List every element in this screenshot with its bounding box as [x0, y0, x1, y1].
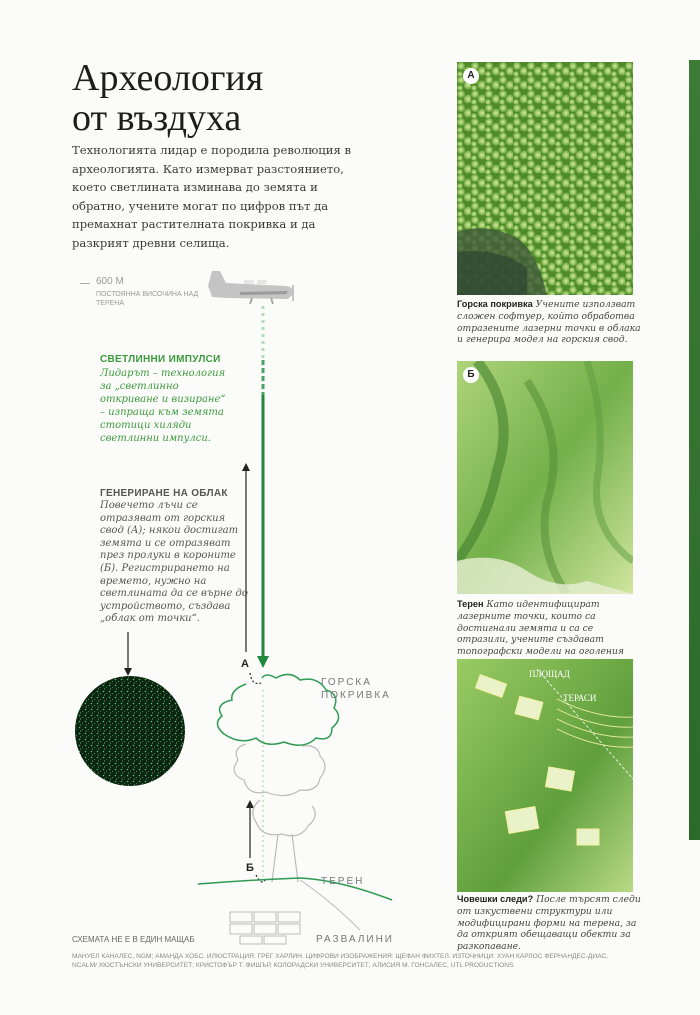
cloud-title: ГЕНЕРИРАНЕ НА ОБЛАК — [100, 488, 228, 499]
canopy-outline — [198, 674, 392, 930]
panel-a-image — [457, 62, 633, 295]
altitude-value: 600 М — [96, 276, 124, 287]
canopy-label: ГОРСКА ПОКРИВКА — [321, 677, 391, 701]
laser-beam — [257, 306, 269, 880]
pulses-title: СВЕТЛИННИ ИМПУЛСИ — [100, 354, 221, 365]
title-line-2: от въздуха — [72, 97, 242, 139]
panel-b-image — [457, 361, 633, 594]
credits: МАНУЕЛ КАНАЛЕС, NGM; АМАНДА ХОБС. ИЛЮСТРАЦИЯ: ГРЕГ ХАРЛИН. ЦИФРОВИ ИЗОБРАЖЕНИЯ: ЩЕФАН ФИХТЕЛ. ИЗТОЧНИЦИ: ХУАН КАРЛОС ФЕРНАНДЕС-ДИАС, NCALM/ ХЮСТЪНСКИ УНИВЕРСИТЕТ; КРИСТОФЪР Т. ФИШЪР, КОЛОРАДСКИ УНИВЕРСИТЕТ; АЛИСИЯ М. ГОНСАЛЕС, UTL PRODUCTIONS — [72, 953, 608, 969]
map-label-terraces: ТЕРАСИ — [563, 693, 597, 703]
scale-note: СХЕМАТА НЕ Е В ЕДИН МАЩАБ — [72, 935, 195, 944]
cloud-arrow — [124, 632, 132, 676]
map-label-plaza: ПЛОЩАД — [529, 669, 570, 679]
intro-text: Технологията лидар е породила революция в археологията. Като измерват разстоянието, което светлината изминава до земята и обратно, учените могат по цифров път да премахнат растителната покривка и да разкрият древни селища. — [72, 143, 352, 250]
airplane-icon — [208, 271, 294, 304]
panel-c-caption — [457, 894, 643, 953]
panel-a-caption — [457, 299, 643, 346]
panel-c-image — [457, 659, 633, 892]
point-b-label: Б — [246, 862, 254, 874]
title-line-1: Археология — [72, 57, 264, 99]
panel-c-caption-title: Човешки следи? — [457, 894, 534, 904]
altitude-description: ПОСТОЯННА ВИСОЧИНА НАД ТЕРЕНА — [96, 291, 199, 307]
panel-b-badge: Б — [463, 367, 479, 383]
human-traces-image — [457, 659, 633, 892]
point-cloud-circle — [75, 676, 185, 786]
panel-a-caption-text: Учените използват сложен софтуер, който обработва отразените лазерни точки в облака и генерира модел на горския свод. — [457, 299, 641, 346]
point-a-label: А — [241, 658, 249, 670]
panel-c-caption-text: После търсят следи от изкуствени структури или модифицирани форми на терена, за да открият обещаващи обекти за разкопаване. — [457, 894, 641, 953]
panel-b-caption-text: Като идентифицират лазерните точки, които са достигнали земята и са се отразили, учените създават топографски модели на оголения — [457, 599, 624, 658]
ruins-label: РАЗВАЛИНИ — [316, 934, 394, 945]
panel-a-badge: А — [463, 68, 479, 84]
terrain-image — [457, 361, 633, 594]
forest-canopy-image — [457, 62, 633, 295]
page-edge-strip — [689, 60, 700, 840]
panel-a-caption-title: Горска покривка — [457, 299, 533, 309]
terrain-label: ТЕРЕН — [321, 876, 365, 887]
panel-b-caption-title: Терен — [457, 599, 484, 609]
ruins-illustration — [230, 912, 300, 944]
cloud-text: Повечето лъчи се отразяват от горския свод (А); някои достигат земята и се отразяват през пролуки в короните (Б). Регистрирането на времето, нужно на светлината да се върне до устройството, създава „облак от точки“. — [100, 500, 248, 625]
pulses-text: Лидарът – технология за „светлинно откриване и визиране“ – изпраща към земята стотици хиляди светлинни импулси. — [100, 368, 226, 444]
